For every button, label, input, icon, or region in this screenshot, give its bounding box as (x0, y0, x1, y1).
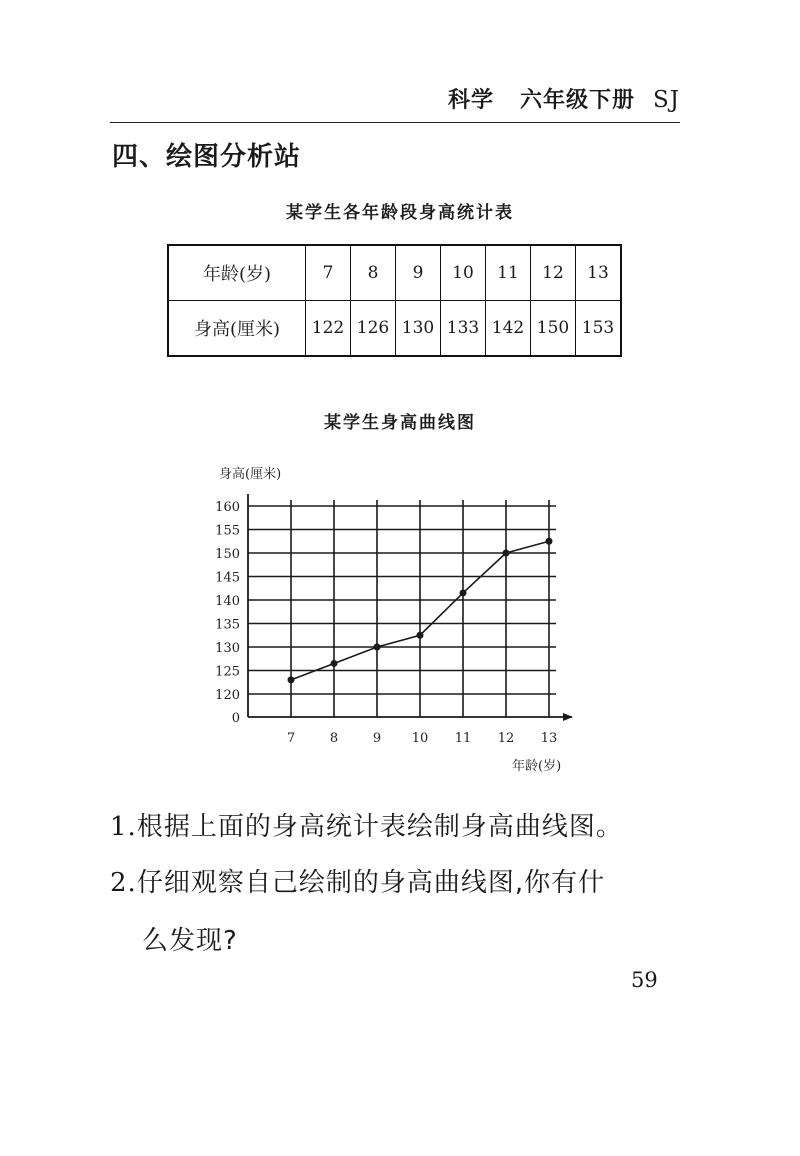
header-grade: 六年级下册 (520, 88, 636, 113)
question-1-text: 根据上面的身高统计表绘制身高曲线图。 (136, 812, 623, 842)
y-tick-label: 120 (215, 688, 240, 703)
page-number: 59 (631, 968, 658, 992)
question-2-text-continued: 么发现? (142, 926, 238, 956)
age-row-header: 年龄(岁) (168, 245, 306, 301)
height-cell: 130 (396, 301, 441, 357)
x-tick-label: 7 (286, 731, 296, 746)
height-cell: 142 (486, 301, 531, 357)
header-subject: 科学 (447, 88, 494, 113)
data-point (288, 676, 295, 683)
y-axis-label: 身高(厘米) (219, 467, 282, 482)
y-tick-label: 140 (215, 594, 240, 609)
question-2-text: 仔细观察自己绘制的身高曲线图,你有什 (136, 868, 606, 898)
data-point (331, 660, 338, 667)
age-cell: 13 (576, 245, 622, 301)
x-tick-label: 11 (454, 731, 472, 746)
age-cell: 8 (351, 245, 396, 301)
chart-axes (248, 494, 572, 717)
question-1-number: 1. (110, 812, 137, 842)
x-tick-label: 13 (540, 731, 558, 746)
data-point (546, 538, 553, 545)
height-cell: 133 (441, 301, 486, 357)
y-tick-label: 135 (215, 617, 240, 633)
header-series: SJ (653, 87, 680, 113)
y-tick-label: 145 (215, 570, 240, 586)
data-point (503, 550, 510, 557)
data-point (417, 632, 424, 639)
chart-grid (248, 500, 556, 717)
y-tick-label: 160 (215, 500, 240, 515)
age-cell: 12 (531, 245, 576, 301)
chart-title: 某学生身高曲线图 (324, 413, 476, 433)
age-cell: 11 (486, 245, 531, 301)
x-axis-label: 年龄(岁) (512, 759, 562, 774)
age-cell: 10 (441, 245, 486, 301)
height-cell: 122 (306, 301, 351, 357)
height-cell: 153 (576, 301, 622, 357)
y-tick-label: 125 (215, 664, 240, 680)
table-title: 某学生各年龄段身高统计表 (286, 203, 514, 223)
question-2 (110, 862, 605, 899)
data-point (374, 644, 381, 651)
x-tick-label: 8 (329, 731, 339, 746)
y-tick-label: 150 (215, 547, 240, 562)
height-row-header: 身高(厘米) (168, 301, 306, 357)
y-tick-label: 130 (215, 641, 240, 656)
y-tick-label: 155 (215, 523, 240, 539)
age-cell: 7 (306, 245, 351, 301)
question-1 (110, 806, 623, 843)
height-cell: 150 (531, 301, 576, 357)
height-cell: 126 (351, 301, 396, 357)
x-tick-label: 12 (497, 731, 515, 746)
y-tick-label: 0 (231, 711, 240, 726)
data-point (460, 589, 467, 596)
x-tick-label: 9 (372, 731, 382, 746)
section-title: 四、绘图分析站 (112, 142, 302, 172)
x-tick-label: 10 (411, 731, 429, 746)
age-cell: 9 (396, 245, 441, 301)
question-2-number: 2. (110, 868, 137, 898)
